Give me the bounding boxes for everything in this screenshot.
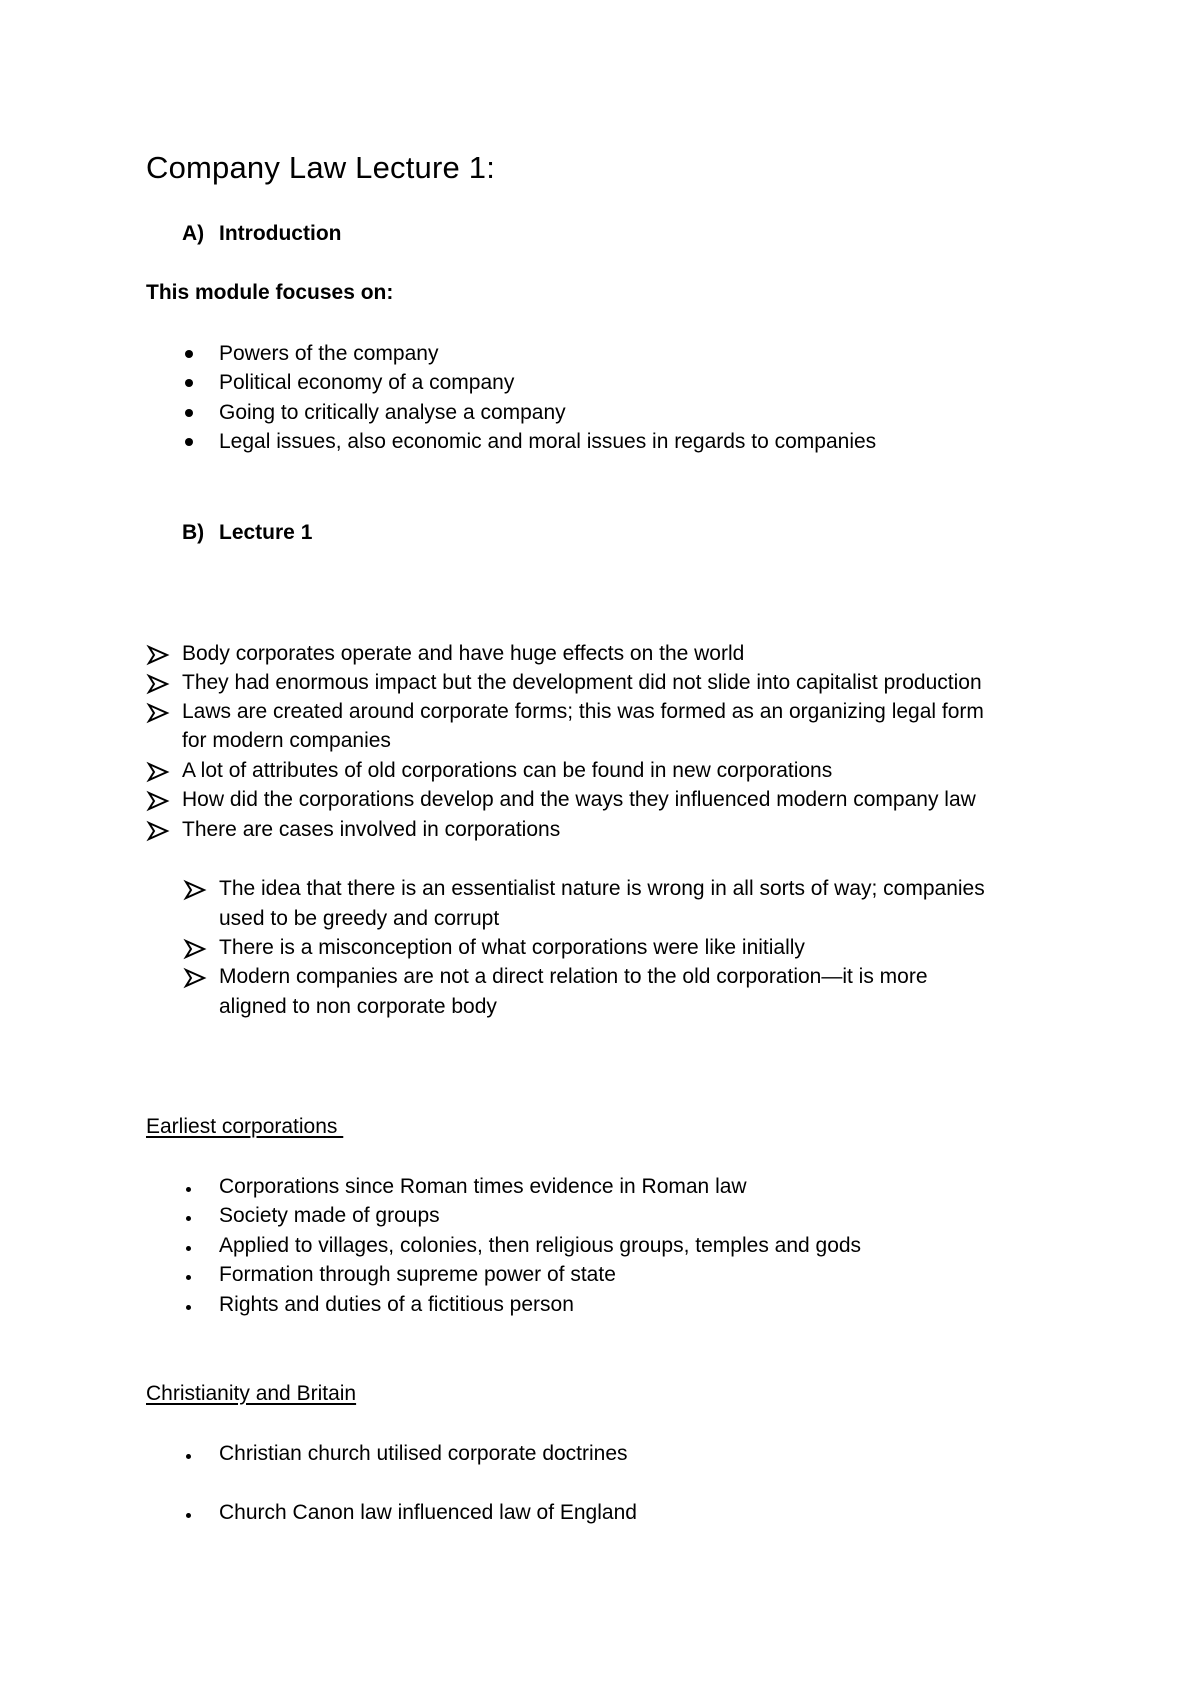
list-item: Formation through supreme power of state <box>219 1263 616 1286</box>
bullet-dot-icon <box>186 1187 191 1192</box>
arrowhead-bullet-icon <box>146 789 170 813</box>
list-item: Powers of the company <box>219 342 439 365</box>
arrowhead-bullet-icon <box>146 819 170 843</box>
arrowhead-bullet-icon <box>146 643 170 667</box>
bullet-dot-icon <box>186 1454 191 1459</box>
list-item: Modern companies are not a direct relation to the old corporation—it is more <box>219 965 928 988</box>
list-item: How did the corporations develop and the ways they influenced modern company law <box>182 788 976 811</box>
list-item: A lot of attributes of old corporations can be found in new corporations <box>182 759 833 782</box>
list-item-continuation: used to be greedy and corrupt <box>219 907 500 930</box>
list-item: Applied to villages, colonies, then religious groups, temples and gods <box>219 1234 862 1257</box>
bullet-dot-icon <box>186 1513 191 1518</box>
arrowhead-bullet-icon <box>183 937 207 961</box>
list-item: They had enormous impact but the development did not slide into capitalist production <box>182 671 982 694</box>
section-b-label: Lecture 1 <box>219 521 313 544</box>
bullet-dot-icon <box>186 1275 191 1280</box>
section-b-marker: B) <box>182 521 205 544</box>
arrowhead-bullet-icon <box>183 878 207 902</box>
bullet-dot-icon <box>185 438 193 446</box>
bullet-dot-icon <box>186 1246 191 1251</box>
module-focus-label: This module focuses on: <box>146 281 394 304</box>
list-item-continuation: aligned to non corporate body <box>219 995 497 1018</box>
list-item: Laws are created around corporate forms; this was formed as an organizing legal form <box>182 700 984 723</box>
list-item: Rights and duties of a fictitious person <box>219 1293 574 1316</box>
list-item: Church Canon law influenced law of England <box>219 1501 637 1524</box>
list-item: Going to critically analyse a company <box>219 401 566 424</box>
arrowhead-bullet-icon <box>146 672 170 696</box>
list-item: Body corporates operate and have huge effects on the world <box>182 642 745 665</box>
bullet-dot-icon <box>186 1216 191 1221</box>
list-item: Society made of groups <box>219 1204 440 1227</box>
bullet-dot-icon <box>185 379 193 387</box>
arrowhead-bullet-icon <box>146 760 170 784</box>
list-item: Christian church utilised corporate doctrines <box>219 1442 628 1465</box>
bullet-dot-icon <box>186 1305 191 1310</box>
list-item: The idea that there is an essentialist nature is wrong in all sorts of way; companies <box>219 877 985 900</box>
list-item-continuation: for modern companies <box>182 729 391 752</box>
list-item: Corporations since Roman times evidence in Roman law <box>219 1175 747 1198</box>
section-a-label: Introduction <box>219 222 342 245</box>
arrowhead-bullet-icon <box>183 966 207 990</box>
list-item: Political economy of a company <box>219 371 515 394</box>
page-title: Company Law Lecture 1: <box>146 150 496 185</box>
bullet-dot-icon <box>185 350 193 358</box>
christianity-britain-heading: Christianity and Britain <box>146 1382 357 1405</box>
list-item: There is a misconception of what corporations were like initially <box>219 936 805 959</box>
list-item: Legal issues, also economic and moral issues in regards to companies <box>219 430 877 453</box>
list-item: There are cases involved in corporations <box>182 818 561 841</box>
arrowhead-bullet-icon <box>146 701 170 725</box>
bullet-dot-icon <box>185 409 193 417</box>
earliest-corporations-heading: Earliest corporations <box>146 1115 344 1138</box>
section-a-marker: A) <box>182 222 205 245</box>
